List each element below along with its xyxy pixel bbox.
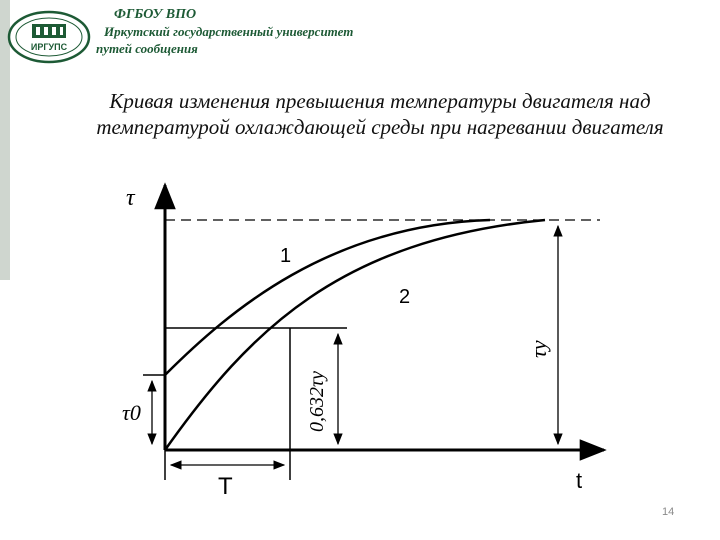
org-line-3: путей сообщения xyxy=(96,41,198,56)
y-axis-label: τ xyxy=(126,185,135,211)
logo-text: ИРГУПС xyxy=(30,42,68,52)
org-line-1: ФГБОУ ВПО xyxy=(114,7,197,22)
title-line-1: Кривая изменения превышения температуры двигателя над xyxy=(109,89,651,113)
tau0-label: τ0 xyxy=(122,400,141,425)
curve-2-label: 2 xyxy=(399,286,411,308)
time-constant-label: T xyxy=(218,473,233,500)
curve-1-label: 1 xyxy=(280,245,292,267)
org-line-2: Иркутский государственный университет xyxy=(104,24,354,39)
tau-y-label: τу xyxy=(526,340,551,358)
title-line-2: температурой охлаждающей среды при нагревании двигателя xyxy=(96,115,664,139)
page-number: 14 xyxy=(662,506,675,518)
level-0632-label: 0,632τу xyxy=(306,370,328,432)
curve-1 xyxy=(165,220,490,375)
x-axis-label: t xyxy=(576,468,583,493)
curve-2 xyxy=(165,220,545,450)
